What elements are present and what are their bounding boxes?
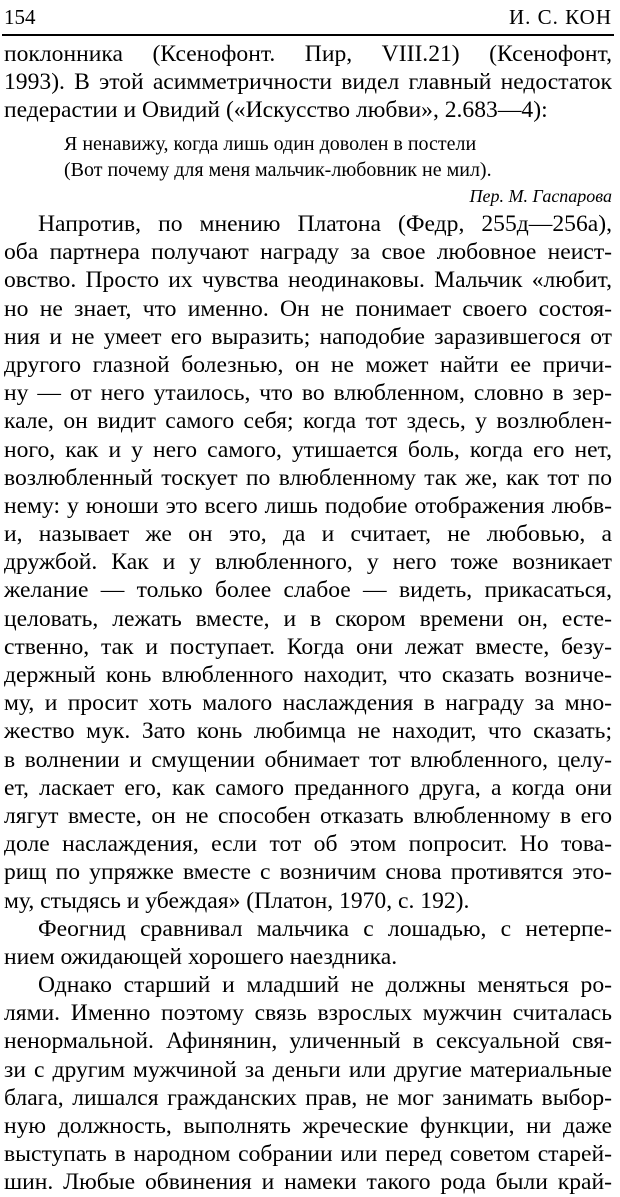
text-line: в волнении и смущении обнимает тот влюбленного, целу- xyxy=(4,746,612,773)
verse-line: Я ненавижу, когда лишь один доволен в постели xyxy=(64,133,477,155)
paragraph-theognis xyxy=(4,915,612,971)
text-line: ет, ласкает его, как самого преданного друга, а когда они xyxy=(4,774,612,801)
paragraph-plato xyxy=(4,210,612,915)
text-line: выступать в народном собрании или перед советом старей- xyxy=(4,1141,612,1168)
paragraph-roles xyxy=(4,971,612,1197)
text-line: блага, лишался гражданских прав, не мог занимать выбор- xyxy=(4,1084,612,1111)
text-line: шин. Любые обвинения и намеки такого рода были край- xyxy=(4,1169,612,1196)
text-line: возлюбленный тоскует по влюбленному так же, как тот по xyxy=(4,464,612,491)
header-rule xyxy=(2,34,614,36)
running-header xyxy=(4,0,612,34)
text-line: оба партнера получают награду за свое любовное неист- xyxy=(4,239,612,266)
text-line: ного, как и у него самого, утишается боль, когда его нет, xyxy=(4,436,612,463)
text-line: желание — только более слабое — видеть, прикасаться, xyxy=(4,577,612,604)
text-line: лягут вместе, он не способен отказать влюбленному в его xyxy=(4,802,612,829)
main-text xyxy=(4,210,612,1197)
text-line: жество мук. Зато конь любимца не находит, что сказать; xyxy=(4,718,612,745)
text-line: держный конь влюбленного находит, что сказать возниче- xyxy=(4,662,612,688)
verse-line: (Вот почему для меня мальчик-любовник не мил). xyxy=(64,159,492,181)
text-line: ненормальной. Афинянин, уличенный в сексуальной свя- xyxy=(4,1028,612,1055)
text-line: лями. Именно поэтому связь взрослых мужчин считалась xyxy=(4,1000,612,1027)
text-line: 1993). В этой асимметричности видел главный недостаток xyxy=(4,69,612,96)
text-line: Феогнид сравнивал мальчика с лошадью, с нетерпе- xyxy=(38,915,612,942)
text-line: ственно, так и поступает. Когда они лежат вместе, безу- xyxy=(4,633,612,660)
text-line: ния и не умеет его выразить; наподобие заразившегося от xyxy=(4,323,612,350)
text-line: му, стыдясь и убеждая» (Платон, 1970, с. 192). xyxy=(4,887,470,914)
text-line: Напротив, по мнению Платона (Федр, 255д—256а), xyxy=(38,211,612,237)
text-line: поклонника (Ксенофонт. Пир, VIII.21) (Ксенофонт, xyxy=(4,41,612,67)
text-line: му, и просит хоть малого наслаждения в награду за мно- xyxy=(4,690,612,717)
text-line: овство. Просто их чувства неодинаковы. Мальчик «любит, xyxy=(4,267,612,294)
intro-paragraph xyxy=(4,40,612,124)
text-line: рищ по упряжке вместе с возничим снова противятся это- xyxy=(4,859,612,886)
text-line: дружбой. Как и у влюбленного, у него тоже возникает xyxy=(4,549,612,576)
text-line: и, называет же он это, да и считает, не любовью, а xyxy=(4,521,612,548)
text-line: Однако старший и младший не должны меняться ро- xyxy=(38,972,612,999)
text-line: нему: у юноши это всего лишь подобие отображения любв- xyxy=(4,492,612,519)
verse-quote xyxy=(64,131,584,183)
text-line: целовать, лежать вместе, и в скором времени он, есте- xyxy=(4,605,612,632)
text-line: но не знает, что именно. Он не понимает своего состоя- xyxy=(4,295,612,322)
text-line: зи с другим мужчиной за деньги или другие материальные xyxy=(4,1056,612,1083)
text-line: кале, он видит самого себя; когда тот здесь, у возлюблен- xyxy=(4,408,612,435)
text-line: ну — от него утаилось, что во влюбленном, словно в зер- xyxy=(4,380,612,407)
running-title: И. С. КОН xyxy=(509,5,612,29)
text-line: доле наслаждения, если тот об этом попросит. Но това- xyxy=(4,831,612,858)
page-number: 154 xyxy=(4,5,36,29)
text-line: ную должность, выполнять жреческие функции, ни даже xyxy=(4,1113,612,1139)
text-line: педерастии и Овидий («Искусство любви», 2.683—4): xyxy=(4,97,548,124)
text-line: другого глазной болезнью, он не может найти ее причи- xyxy=(4,351,612,378)
text-line: нием ожидающей хорошего наездника. xyxy=(4,943,398,970)
translator-credit: Пер. М. Гаспарова xyxy=(469,186,612,206)
